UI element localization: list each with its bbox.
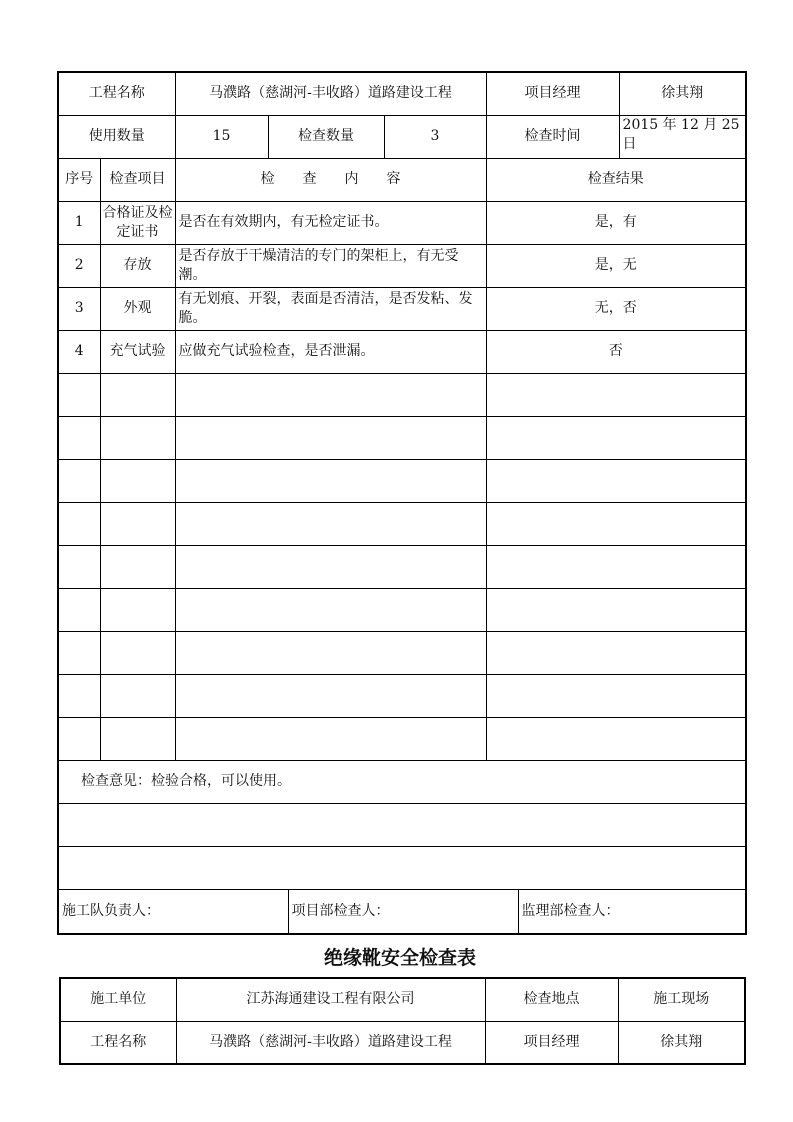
project-name-label: 工程名称	[58, 72, 175, 115]
empty-row	[58, 502, 746, 545]
row-item: 存放	[100, 244, 175, 287]
project-name-label: 工程名称	[60, 1021, 176, 1064]
row-result: 否	[486, 330, 746, 373]
row-result: 是，有	[486, 201, 746, 244]
unit: 江苏海通建设工程有限公司	[176, 978, 485, 1021]
check-qty-label: 检查数量	[268, 115, 384, 158]
row-no: 2	[58, 244, 100, 287]
table-row	[58, 201, 746, 244]
table-row	[58, 244, 746, 287]
table-row	[58, 287, 746, 330]
opinion: 检查意见：检验合格，可以使用。	[58, 760, 746, 803]
row-no: 1	[58, 201, 100, 244]
manager: 徐其翔	[619, 72, 746, 115]
row-item: 外观	[100, 287, 175, 330]
row-no: 4	[58, 330, 100, 373]
row-content: 有无划痕、开裂，表面是否清洁，是否发粘、发脆。	[175, 287, 486, 330]
empty-row	[58, 545, 746, 588]
unit-label: 施工单位	[60, 978, 176, 1021]
empty-row	[58, 416, 746, 459]
place: 施工现场	[618, 978, 745, 1021]
empty-row	[58, 373, 746, 416]
col-content: 检 查 内 容	[175, 158, 486, 201]
check-time: 2015 年 12 月 25 日	[619, 115, 746, 158]
empty-row	[58, 588, 746, 631]
col-no: 序号	[58, 158, 100, 201]
project-name: 马濮路（慈湖河-丰收路）道路建设工程	[176, 1021, 485, 1064]
row-content: 应做充气试验检查，是否泄漏。	[175, 330, 486, 373]
manager-label: 项目经理	[486, 72, 619, 115]
manager-label: 项目经理	[485, 1021, 618, 1064]
empty-row	[58, 631, 746, 674]
second-form-table	[59, 977, 746, 1065]
form-title: 绝缘靴安全检查表	[323, 947, 476, 969]
empty-row	[58, 459, 746, 502]
empty-row	[58, 674, 746, 717]
empty-row	[58, 717, 746, 760]
place-label: 检查地点	[485, 978, 618, 1021]
row-result: 是，无	[486, 244, 746, 287]
use-qty-label: 使用数量	[58, 115, 175, 158]
manager: 徐其翔	[618, 1021, 745, 1064]
use-qty: 15	[175, 115, 268, 158]
check-time-label: 检查时间	[486, 115, 619, 158]
row-content: 是否在有效期内，有无检定证书。	[175, 201, 486, 244]
team-leader-signature: 施工队负责人：	[59, 890, 288, 933]
project-name: 马濮路（慈湖河-丰收路）道路建设工程	[175, 72, 486, 115]
row-item: 合格证及检定证书	[100, 201, 175, 244]
supervision-inspector-signature: 监理部检查人：	[521, 902, 620, 919]
row-result: 无，否	[486, 287, 746, 330]
project-inspector-signature: 项目部检查人：	[288, 890, 518, 933]
inspection-table	[57, 71, 747, 935]
row-content: 是否存放于干燥清洁的专门的架柜上，有无受潮。	[175, 244, 486, 287]
table-row	[58, 330, 746, 373]
check-qty: 3	[384, 115, 486, 158]
col-result: 检查结果	[486, 158, 746, 201]
col-item: 检查项目	[100, 158, 175, 201]
signature-row	[59, 890, 745, 933]
row-item: 充气试验	[100, 330, 175, 373]
row-no: 3	[58, 287, 100, 330]
